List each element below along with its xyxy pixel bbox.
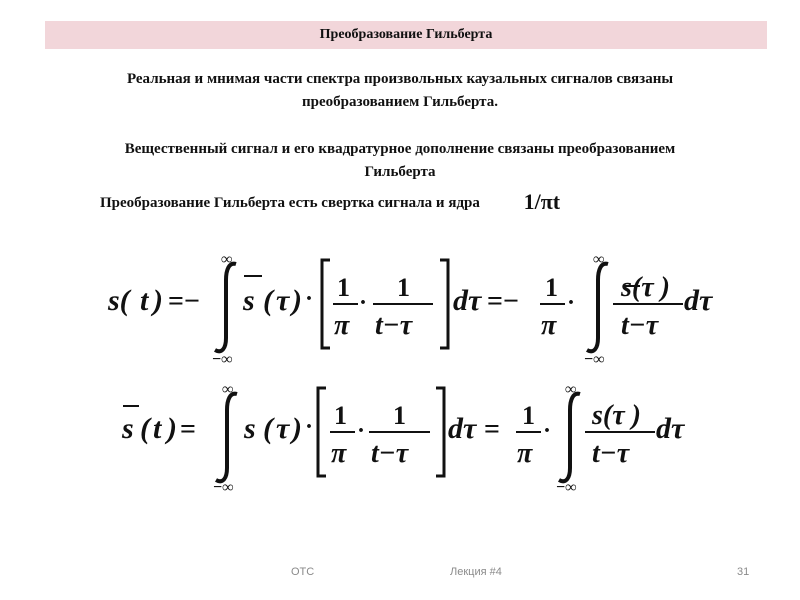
svg-text:−∞: −∞ xyxy=(212,351,233,368)
svg-text:=: = xyxy=(180,414,196,445)
svg-text:=−: =− xyxy=(487,286,519,317)
svg-text:(: ( xyxy=(140,412,150,445)
svg-text:∞: ∞ xyxy=(565,381,577,398)
slide-title-bar xyxy=(45,21,767,49)
svg-text:·: · xyxy=(543,418,552,444)
paragraph-spectrum-line1: Реальная и мнимая части спектра произвольных каузальных сигналов связаны xyxy=(126,71,674,87)
svg-text:1: 1 xyxy=(337,273,350,302)
svg-text:=: = xyxy=(484,414,500,445)
svg-text:): ) xyxy=(167,412,177,445)
svg-text:∞: ∞ xyxy=(593,251,605,268)
hilbert-transform-formula xyxy=(0,378,800,498)
svg-text:s(τ ): s(τ ) xyxy=(592,400,641,431)
svg-text:−∞: −∞ xyxy=(556,479,577,496)
paragraph-spectrum-line2: преобразованием Гильберта. xyxy=(302,94,498,110)
svg-text:π: π xyxy=(331,438,347,469)
svg-text:): ) xyxy=(292,284,302,317)
svg-text:t: t xyxy=(153,412,162,445)
svg-text:·: · xyxy=(357,418,366,444)
svg-text:−∞: −∞ xyxy=(213,479,234,496)
svg-text:·: · xyxy=(305,414,314,440)
svg-text:t−τ: t−τ xyxy=(371,438,409,469)
svg-text:π: π xyxy=(517,438,533,469)
svg-text:s: s xyxy=(243,284,255,317)
svg-text:t−τ: t−τ xyxy=(375,310,413,341)
slide-title: Преобразование Гильберта xyxy=(319,27,493,42)
hilbert-inverse-formula xyxy=(0,240,800,370)
paragraph-quadrature-line2: Гильберта xyxy=(364,164,436,180)
svg-text:s: s xyxy=(122,412,134,445)
svg-text:(: ( xyxy=(263,412,273,445)
svg-text:1: 1 xyxy=(397,273,410,302)
svg-text:s(: s( xyxy=(108,284,130,317)
svg-text:−∞: −∞ xyxy=(584,351,605,368)
paragraph-spectrum xyxy=(20,68,780,114)
svg-text:∞: ∞ xyxy=(221,251,233,268)
svg-text:1: 1 xyxy=(522,401,535,430)
kernel-expression: 1/πt xyxy=(523,189,561,214)
svg-text:∞: ∞ xyxy=(222,381,234,398)
svg-text:): ) xyxy=(153,284,163,317)
paragraph-convolution xyxy=(100,190,720,215)
footer-page-number: 31 xyxy=(737,566,750,578)
svg-text:dτ: dτ xyxy=(656,412,685,445)
svg-text:1: 1 xyxy=(545,273,558,302)
svg-text:dτ: dτ xyxy=(448,412,477,445)
svg-text:·: · xyxy=(305,286,314,312)
svg-text:1: 1 xyxy=(393,401,406,430)
svg-text:·: · xyxy=(359,290,368,316)
svg-text:=−: =− xyxy=(168,286,200,317)
svg-text:τ: τ xyxy=(276,284,290,317)
svg-text:t: t xyxy=(140,284,149,317)
svg-text:(: ( xyxy=(263,284,273,317)
svg-text:): ) xyxy=(292,412,302,445)
svg-text:t−τ: t−τ xyxy=(621,310,659,341)
svg-text:π: π xyxy=(334,310,350,341)
svg-text:·: · xyxy=(567,290,576,316)
svg-text:π: π xyxy=(541,310,557,341)
paragraph-quadrature-line1: Вещественный сигнал и его квадратурное дополнение связаны преобразованием xyxy=(124,141,676,157)
svg-text:dτ: dτ xyxy=(453,284,482,317)
svg-text:1: 1 xyxy=(334,401,347,430)
svg-text:dτ: dτ xyxy=(684,284,713,317)
footer-course: ОТС xyxy=(291,566,315,578)
svg-text:s(τ ): s(τ ) xyxy=(621,272,670,303)
svg-text:τ: τ xyxy=(276,412,290,445)
svg-text:t−τ: t−τ xyxy=(592,438,630,469)
paragraph-convolution-text: Преобразование Гильберта есть свертка сигнала и ядра xyxy=(100,195,480,211)
paragraph-quadrature xyxy=(20,138,780,184)
svg-text:s: s xyxy=(244,412,256,445)
footer-lecture: Лекция #4 xyxy=(450,566,502,578)
